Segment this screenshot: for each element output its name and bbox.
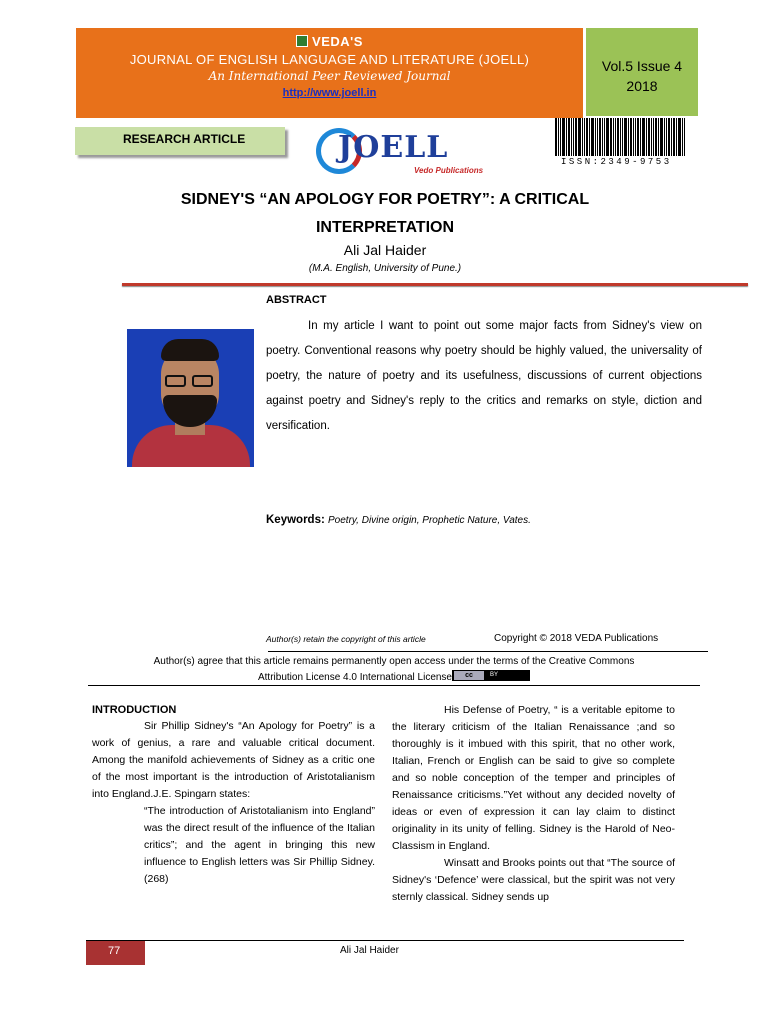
journal-url-link[interactable]: http://www.joell.in bbox=[282, 87, 377, 99]
logo-subtext: Vedo Publications bbox=[414, 166, 484, 175]
title-divider bbox=[122, 283, 748, 286]
copyright-retain-note: Author(s) retain the copyright of this article bbox=[266, 634, 426, 644]
brand-name: VEDA'S bbox=[312, 34, 363, 49]
body-paragraph: Winsatt and Brooks points out that “The source of Sidney's ‘Defence’ were classical, but the spirit was not very sternly classical. Sidney sends up bbox=[392, 857, 675, 903]
keywords-label: Keywords: bbox=[266, 514, 325, 526]
body-paragraph: Sir Phillip Sidney's “An Apology for Poetry” is a work of genius, a rare and valuable critical document. Among the manifold achievements of Sidney as a critic one of the most important is the introduction of Aristotalianism into England.J.E. Spingarn states: bbox=[92, 720, 375, 800]
footer-divider bbox=[86, 940, 684, 941]
rights-divider-bottom bbox=[88, 685, 700, 686]
author-affiliation: (M.A. English, University of Pune.) bbox=[308, 263, 462, 274]
article-title bbox=[160, 186, 610, 242]
license-line-1: Author(s) agree that this article remains permanently open access under the terms of the Creative Commons bbox=[153, 656, 635, 667]
license-line-2 bbox=[80, 670, 708, 686]
journal-header bbox=[76, 28, 583, 118]
keywords-values: Poetry, Divine origin, Prophetic Nature, Vates. bbox=[328, 515, 531, 526]
introduction-heading: INTRODUCTION bbox=[92, 704, 177, 716]
block-quote: “The introduction of Aristotalianism into England” was the direct result of the influence of the Italian critics”; and the agent in bringing this new influence to English letters was Sir Phillip Sidney.(268) bbox=[144, 805, 375, 885]
body-paragraph: His Defense of Poetry, “ is a veritable epitome to the literary criticism of the Italian Renaissance ;and so thoroughly is it imbued with this spirit, that no other work, Italian, French or English can be said to give so complete and so noble conception of the temper and principles of Renaissance criticisms.”Yet without any decided novelty of ideas or even of expression it can lay claim to distinct originality in its unity of felling. Sidney is the Harold of Neo-Classism in England. bbox=[392, 704, 675, 852]
rights-divider-top bbox=[268, 651, 708, 652]
abstract-heading: ABSTRACT bbox=[266, 294, 327, 306]
issn-barcode bbox=[555, 118, 698, 166]
barcode-icon bbox=[555, 118, 698, 156]
journal-tagline: An International Peer Reviewed Journal bbox=[208, 69, 451, 83]
copyright-notice: Copyright © 2018 VEDA Publications bbox=[494, 633, 659, 644]
journal-brand bbox=[76, 34, 583, 49]
page-number: 77 bbox=[86, 941, 145, 965]
issn-number: ISSN:2349-9753 bbox=[561, 157, 672, 167]
keywords bbox=[266, 514, 531, 526]
body-column-right bbox=[392, 702, 675, 906]
journal-name: JOURNAL OF ENGLISH LANGUAGE AND LITERATURE (JOELL) bbox=[129, 52, 530, 67]
volume-year: 2018 bbox=[626, 78, 658, 94]
article-author: Ali Jal Haider bbox=[343, 242, 427, 258]
volume-box bbox=[586, 28, 698, 116]
research-article-label: RESEARCH ARTICLE bbox=[75, 127, 285, 155]
body-column-left bbox=[92, 702, 375, 888]
title-line-1: SIDNEY'S “AN APOLOGY FOR POETRY”: A CRITICAL bbox=[180, 191, 590, 208]
license-name: Attribution License 4.0 International License bbox=[257, 672, 452, 683]
title-line-2: INTERPRETATION bbox=[315, 219, 455, 236]
footer-author: Ali Jal Haider bbox=[340, 945, 399, 956]
veda-logo-icon bbox=[296, 35, 308, 47]
abstract-text: In my article I want to point out some major facts from Sidney's view on poetry. Conventional reasons why poetry should be highly valued, the universality of poetry, the nature of poetry and its usefulness, discussions of current objections against poetry and Sidney's reply to the critics and remarks on style, diction and versification. bbox=[266, 320, 702, 432]
cc-by-badge-icon[interactable]: cc BY bbox=[452, 670, 530, 681]
license-notice bbox=[80, 654, 708, 686]
joell-logo bbox=[316, 126, 486, 176]
logo-word: JOELL bbox=[338, 130, 449, 165]
author-photo bbox=[127, 329, 254, 467]
volume-issue: Vol.5 Issue 4 bbox=[601, 58, 683, 74]
